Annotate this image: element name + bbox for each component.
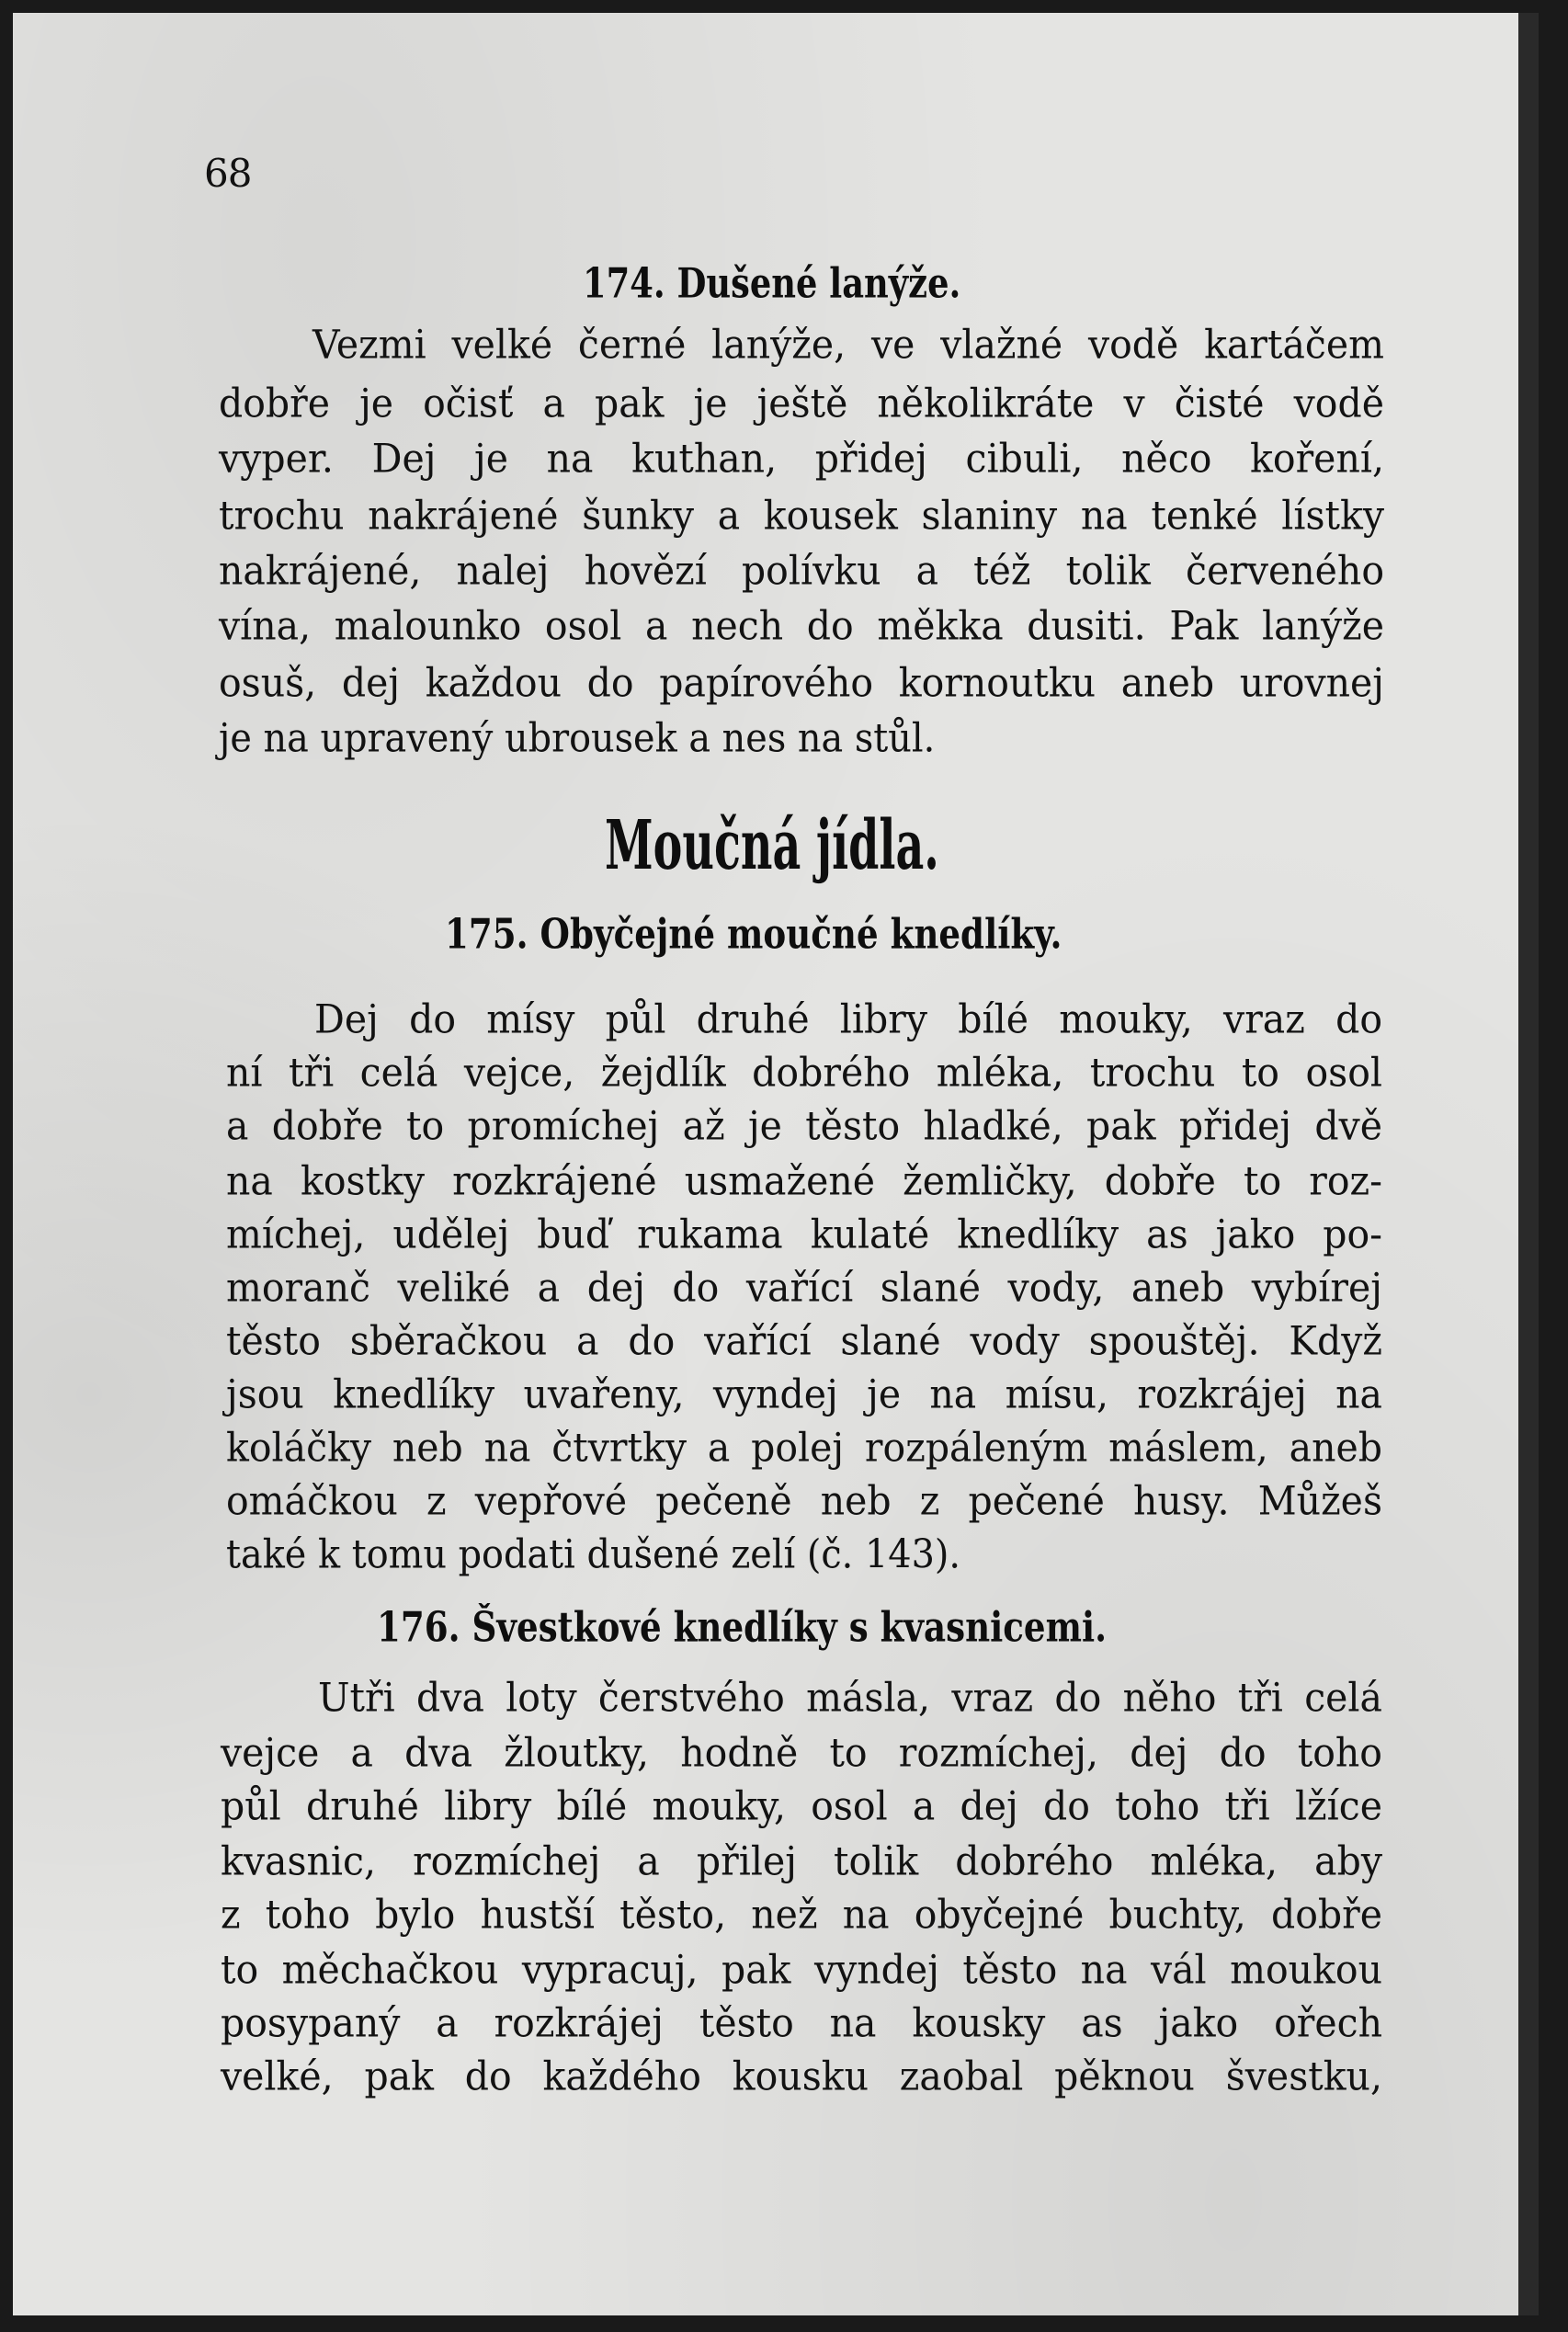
text-line: velké, pak do každého kousku zaobal pěknou švestku, [221,2053,1382,2100]
text-line: osuš, dej každou do papírového kornoutku aneb urovnej [219,659,1384,707]
text-line: také k tomu podati dušené zelí (č. 143). [226,1530,961,1578]
text-line: Vezmi velké černé lanýže, ve vlažné vodě kartáčem [312,321,1384,369]
recipe-body-174 [219,321,1384,762]
text-line: posypaný a rozkrájej těsto na kousky as jako ořech [221,1999,1382,2047]
text-line: je na upravený ubrousek a nes na stůl. [219,714,936,762]
text-line: vína, malounko osol a nech do měkka dusiti. Pak lanýže [219,602,1384,650]
text-line: půl druhé libry bílé mouky, osol a dej do toho tři lžíce [221,1782,1382,1830]
page-number: 68 [204,151,252,196]
text-line: dobře je očisť a pak je ještě několikráte v čisté vodě [219,380,1384,427]
text-line: a dobře to promíchej až je těsto hladké, pak přidej dvě [226,1102,1382,1150]
recipe-body-176 [221,1674,1382,2110]
text-line: moranč veliké a dej do vařící slané vody, aneb vybírej [226,1264,1382,1312]
text-line: jsou knedlíky uvařeny, vyndej je na mísu, rozkrájej na [226,1371,1382,1418]
recipe-title-175: 175. Obyčejné moučné knedlíky. [445,910,1062,959]
text-line: těsto sběračkou a do vařící slané vody spouštěj. Když [226,1317,1382,1365]
text-line: vejce a dva žloutky, hodně to rozmíchej, dej do toho [221,1729,1382,1777]
text-line: vyper. Dej je na kuthan, přidej cibuli, něco koření, [219,435,1384,483]
text-line: míchej, udělej buď rukama kulaté knedlíky as jako po- [226,1211,1382,1258]
recipe-body-175 [226,995,1382,1588]
text-line: trochu nakrájené šunky a kousek slaniny na tenké lístky [219,492,1384,540]
page-edge-shadow [1518,13,1539,2315]
text-line: nakrájené, nalej hovězí polívku a též tolik červeného [219,547,1384,595]
text-line: Dej do mísy půl druhé libry bílé mouky, vraz do [314,995,1382,1043]
text-line: kvasnic, rozmíchej a přilej tolik dobrého mléka, aby [221,1837,1382,1885]
recipe-title-176: 176. Švestkové knedlíky s kvasnicemi. [377,1603,1108,1652]
text-line: koláčky neb na čtvrtky a polej rozpáleným máslem, aneb [226,1424,1382,1472]
text-line: z toho bylo hustší těsto, než na obyčejné buchty, dobře [221,1891,1382,1939]
text-line: Utři dva loty čerstvého másla, vraz do něho tři celá [318,1674,1382,1722]
text-line: omáčkou z vepřové pečeně neb z pečené husy. Můžeš [226,1477,1382,1525]
book-page [13,13,1539,2315]
text-line: to měchačkou vypracuj, pak vyndej těsto na vál moukou [221,1946,1382,1994]
section-title: Moučná jídla. [605,805,939,886]
text-line: ní tři celá vejce, žejdlík dobrého mléka, trochu to osol [226,1049,1382,1097]
text-line: na kostky rozkrájené usmažené žemličky, dobře to roz- [226,1157,1382,1205]
recipe-title-174: 174. Dušené lanýže. [583,259,961,308]
